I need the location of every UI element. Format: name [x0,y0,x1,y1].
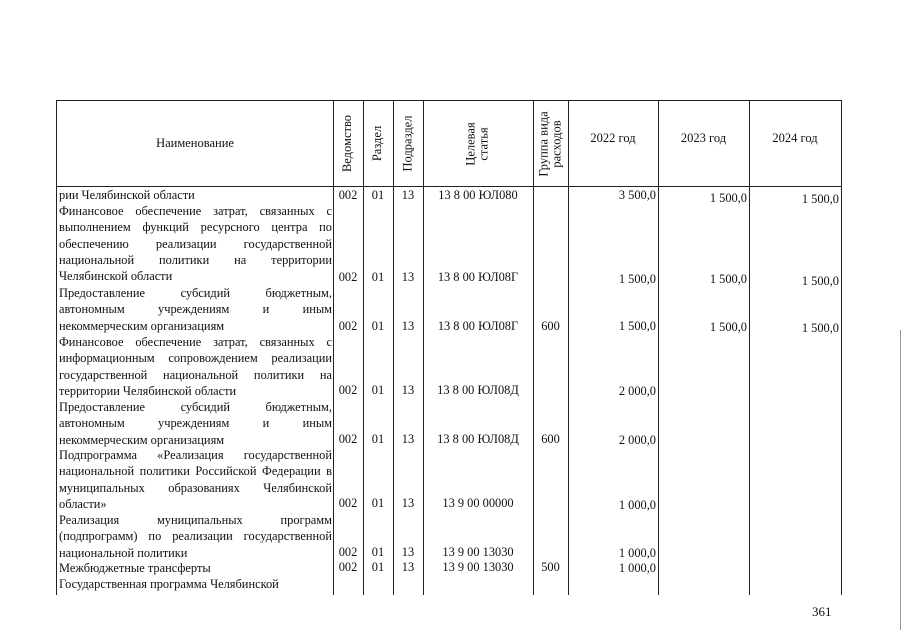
header-name-label: Наименование [156,136,234,150]
cell-vedomstvo: 002 [338,319,358,333]
cell-razdel: 01 [371,432,385,446]
budget-table [56,100,842,595]
cell-podrazdel: 13 [401,270,415,284]
cell-vedomstvo: 002 [338,188,358,202]
cell-vedomstvo: 002 [338,383,358,397]
header-tselevaya-line1: Целевая [464,121,478,166]
header-podrazdel [393,101,423,186]
cell-podrazdel: 13 [401,188,415,202]
cell-2024: 1 500,0 [801,274,839,288]
header-gruppa-label [538,111,564,176]
header-gruppa-line1: Группа вида [536,110,551,177]
cell-tselevaya: 13 8 00 ЮЛ080 [438,188,518,202]
header-2022-label: 2022 год [590,131,636,145]
header-gruppa [533,101,568,186]
row-name: Финансовое обеспечение затрат, связанных с информационным сопровождением реализации государственной национальной политики на территории Челябинской области [59,335,332,398]
row-name: Предоставление субсидий бюджетным, автономным учреждениям и иным некоммерческим организациям [59,400,332,447]
cell-podrazdel: 13 [401,383,415,397]
header-tselevaya-label [465,122,491,165]
scan-edge [900,330,901,630]
header-podrazdel-label: Подраздел [400,115,415,172]
cell-2024: 1 500,0 [801,192,839,206]
cell-2022: 1 000,0 [618,561,656,575]
row-name: Предоставление субсидий бюджетным, автономным учреждениям и иным некоммерческим организациям [59,286,332,333]
cell-tselevaya: 13 9 00 13030 [442,545,514,559]
header-razdel [363,101,393,186]
header-2022 [568,101,658,186]
cell-podrazdel: 13 [401,432,415,446]
header-vedomstvo-label: Ведомство [340,114,355,173]
cell-razdel: 01 [371,560,385,574]
cell-podrazdel: 13 [401,319,415,333]
row-name: рии Челябинской области [59,188,195,202]
cell-razdel: 01 [371,319,385,333]
header-razdel-label: Раздел [370,125,385,162]
header-gruppa-line2: расходов [549,119,564,168]
cell-gruppa: 600 [541,319,560,333]
cell-tselevaya: 13 8 00 ЮЛ08Д [437,432,519,446]
cell-2022: 1 500,0 [618,272,656,286]
cell-razdel: 01 [371,545,385,559]
cell-vedomstvo: 002 [338,545,358,559]
cell-tselevaya: 13 8 00 ЮЛ08Г [437,319,519,333]
row-name: Межбюджетные трансферты [59,561,211,575]
cell-podrazdel: 13 [401,496,415,510]
cell-podrazdel: 13 [401,545,415,559]
page-number: 361 [812,604,832,619]
cell-razdel: 01 [371,188,385,202]
cell-vedomstvo: 002 [338,432,358,446]
cell-2023: 1 500,0 [709,191,747,205]
row-name: Подпрограмма «Реализация государственной национальной политики Российской Федерации в муниципальных образованиях Челябинской области» [59,448,332,511]
header-2023-label: 2023 год [680,131,727,145]
cell-gruppa: 600 [541,432,560,446]
cell-2022: 1 500,0 [618,319,656,333]
cell-2022: 3 500,0 [618,188,656,202]
header-2024-label: 2024 год [772,131,818,145]
cell-2023: 1 500,0 [709,320,747,334]
cell-tselevaya: 13 9 00 00000 [442,496,514,510]
header-name [57,101,333,186]
cell-2022: 2 000,0 [618,433,656,447]
cell-vedomstvo: 002 [338,496,358,510]
row-name: Реализация муниципальных программ (подпрограмм) по реализации государственной национальной политики [59,513,332,560]
cell-2022: 1 000,0 [618,498,656,512]
cell-vedomstvo: 002 [338,270,358,284]
cell-2023: 1 500,0 [709,272,747,286]
header-2023 [658,101,749,186]
cell-tselevaya: 13 9 00 13030 [442,560,514,574]
cell-tselevaya: 13 8 00 ЮЛ08Г [437,270,519,284]
header-tselevaya-line2: статья [477,126,491,161]
header-vedomstvo [333,101,363,186]
cell-tselevaya: 13 8 00 ЮЛ08Д [437,383,519,397]
row-name: Государственная программа Челябинской [59,577,279,591]
cell-razdel: 01 [371,270,385,284]
cell-podrazdel: 13 [401,560,415,574]
cell-razdel: 01 [371,383,385,397]
header-2024 [749,101,841,186]
cell-razdel: 01 [371,496,385,510]
cell-vedomstvo: 002 [338,560,358,574]
cell-gruppa: 500 [541,560,560,574]
header-tselevaya [423,101,533,186]
cell-2022: 2 000,0 [618,384,656,398]
cell-2024: 1 500,0 [801,321,839,335]
cell-2022: 1 000,0 [618,546,656,560]
row-name: Финансовое обеспечение затрат, связанных с выполнением функций ресурсного центра по обеспечению реализации государственной национальной политики на территории Челябинской области [59,204,332,284]
